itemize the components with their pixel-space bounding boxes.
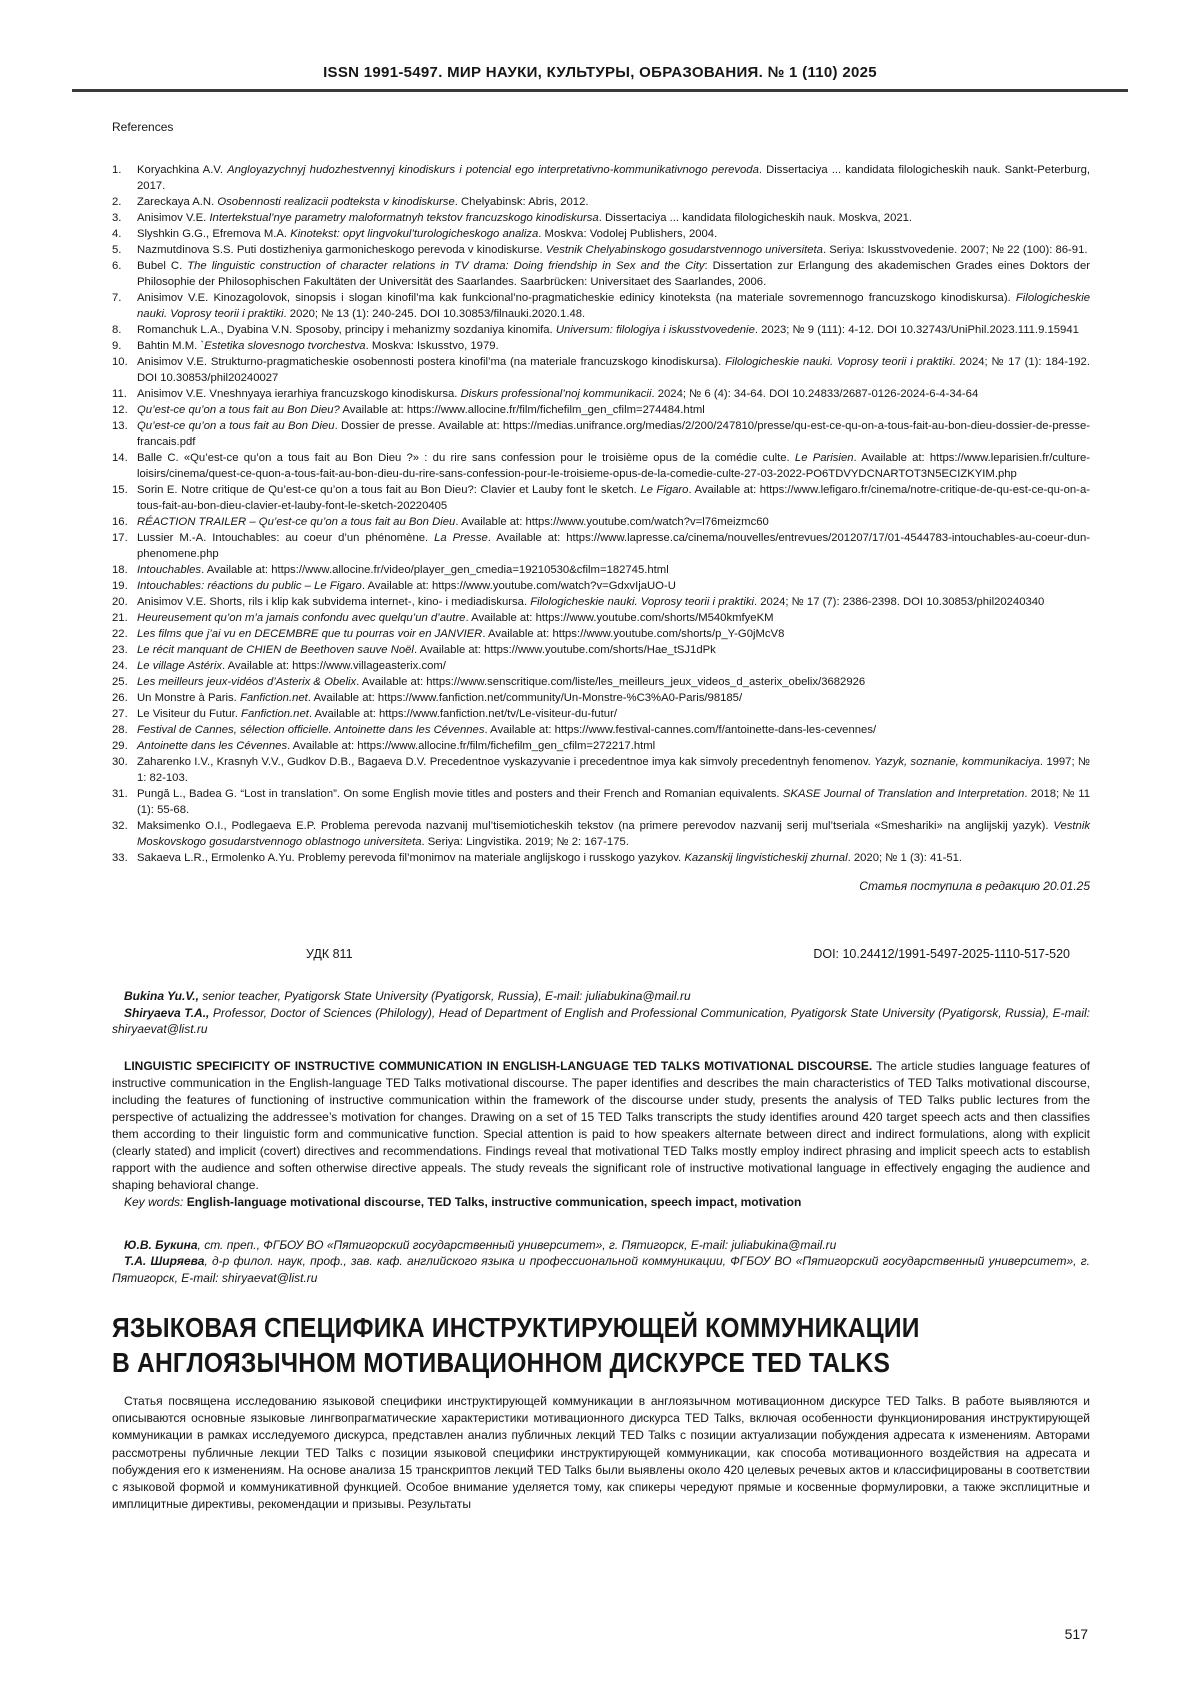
authors-en-block xyxy=(112,988,1090,1038)
submission-note: Статья поступила в редакцию 20.01.25 xyxy=(859,879,1090,893)
abstract-ru-paragraph: Статья посвящена исследованию языковой специфики инструктирующей коммуникации в англоязычном мотивационном дискурсе TED Talks. В работе выявляются и описываются основные языковые лингвопрагматические характеристики мотивационного дискурса TED Talks, включая особенности функционирования инструктирующей коммуникации в рамках исследуемого дискурса, представлен анализ публичных лекций TED Talks с позиции актуализации побуждения адресата к изменениям. Авторами рассмотрены публичные лекции TED Talks с позиции языковой специфики инструктирующей коммуникации, как способа мотивационного воздействия на адресата и побуждения его к изменениям. На основе анализа 15 транскриптов лекций TED Talks были выявлены около 420 целевых речевых актов и классифицированы в соответствии с языковой формой и коммуникативной функцией. Особое внимание уделяется тому, как спикеры чередуют прямые и косвенные формулировки, а также эксплицитные и имплицитные директивы, рекомендации и призывы. Результаты xyxy=(112,1394,1090,1512)
reference-item: 22. Les films que j’ai vu en DECEMBRE que tu pourras voir en JANVIER. Available at: https://www.youtube.com/shorts/p_Y-G0jMcV8 xyxy=(112,628,785,640)
reference-number: 7. xyxy=(112,292,122,304)
abstract-en-paragraph: LINGUISTIC SPECIFICITY OF INSTRUCTIVE COMMUNICATION IN ENGLISH-LANGUAGE TED TALKS MOTIVATIONAL DISCOURSE. The article studies language features of instructive communication in the English-language TED Talks motivational discourse. The paper identifies and describes the main characteristics of TED Talks motivational discourse, including the features of functioning of instructive communication within the framework of the discourse under study, presents the analysis of TED Talks public lectures from the perspective of actualizing the addressee’s motivation for changes. Drawing on a set of 15 TED Talks transcripts the study identifies around 420 target speech acts and then classifies them according to their linguistic form and communicative function. Special attention is paid to how speakers alternate between direct and indirect formulations, along with explicit (clearly stated) and implicit (covert) directives and recommendations. Findings reveal that motivational TED Talks mostly employ indirect phrasing and implicit speech acts to establish rapport with the audience and soften otherwise directive appeals. The study reveals the significant role of instructive motivational language in effectively engaging the audience and shaping behavioral change. xyxy=(112,1058,1091,1192)
reference-number: 11. xyxy=(112,388,127,400)
reference-number: 31. xyxy=(112,788,128,800)
reference-number: 27. xyxy=(112,708,128,720)
reference-number: 20. xyxy=(112,596,128,608)
reference-item: 12. Qu’est-ce qu’on a tous fait au Bon Dieu? Available at: https://www.allocine.fr/film/fichefilm_gen_cfilm=274484.html xyxy=(112,404,705,416)
article-title-line2: В АНГЛОЯЗЫЧНОМ МОТИВАЦИОННОМ ДИСКУРСЕ TED TALKS xyxy=(112,1347,891,1378)
udk-label: УДК 811 xyxy=(306,947,353,961)
reference-item: 7. Anisimov V.E. Kinozagolovok, sinopsis i slogan kinofil’ma kak funkcional’no-pragmaticheskie edinicy kinoteksta (na materiale sovremennogo francuzskogo kinodiskursa). Filologicheskie nauki. Voprosy teorii i praktiki. 2020; № 13 (1): 240-245. DOI 10.30853/filnauki.2020.1.48. xyxy=(112,292,1090,320)
reference-number: 25. xyxy=(112,676,128,688)
reference-number: 32. xyxy=(112,820,128,832)
reference-item: 29. Antoinette dans les Cévennes. Available at: https://www.allocine.fr/film/fichefilm_gen_cfilm=272217.html xyxy=(112,740,656,752)
reference-item: 10. Anisimov V.E. Strukturno-pragmaticheskie osobennosti postera kinofil’ma (na materiale francuzskogo kinodiskursa). Filologicheskie nauki. Voprosy teorii i praktiki. 2024; № 17 (1): 184-192. DOI 10.30853/phil20240027 xyxy=(112,356,1090,384)
reference-item: 9. Bahtin M.M. `Estetika slovesnogo tvorchestva. Moskva: Iskusstvo, 1979. xyxy=(112,340,499,352)
reference-number: 24. xyxy=(112,660,128,672)
header-rule xyxy=(72,89,1128,92)
reference-number: 6. xyxy=(112,260,122,272)
reference-item: 3. Anisimov V.E. Intertekstual’nye parametry maloformatnyh tekstov francuzskogo kinodiskursa. Dissertaciya ... kandidata filologicheskih nauk. Moskva, 2021. xyxy=(112,212,913,224)
reference-number: 16. xyxy=(112,516,128,528)
authors-ru-block xyxy=(112,1237,1090,1287)
author-line-ru: Ю.В. Букина, ст. преп., ФГБОУ ВО «Пятигорский государственный университет», г. Пятигорск, E-mail: juliabukina@mail.ru xyxy=(124,1237,837,1252)
reference-item: 26. Un Monstre à Paris. Fanfiction.net. Available at: https://www.fanfiction.net/community/Un-Monstre-%C3%A0-Paris/98185/ xyxy=(112,692,743,704)
reference-item: 1. Koryachkina A.V. Angloyazychnyj hudozhestvennyj kinodiskurs i potencial ego interpretativno-kommunikativnogo perevoda. Dissertaciya ... kandidata filologicheskih nauk. Sankt-Peterburg, 2017. xyxy=(112,164,1090,192)
author-line-en: Bukina Yu.V., senior teacher, Pyatigorsk State University (Pyatigorsk, Russia), E-mail: juliabukina@mail.ru xyxy=(124,989,691,1003)
reference-item: 16. RÉACTION TRAILER – Qu’est-ce qu’on a tous fait au Bon Dieu. Available at: https://www.youtube.com/watch?v=l76meizmc60 xyxy=(112,516,769,528)
reference-item: 13. Qu’est-ce qu’on a tous fait au Bon Dieu. Dossier de presse. Available at: https://medias.unifrance.org/medias/2/200/247810/presse/qu-est-ce-qu-on-a-tous-fait-au-bon-dieu-dossier-de-presse-francais.pdf xyxy=(112,420,1090,448)
author-line-ru: Т.А. Ширяева, д-р филол. наук, проф., зав. каф. английского языка и профессиональной коммуникации, ФГБОУ ВО «Пятигорский государственный университет», г. Пятигорск, E-mail: shiryaevat@list.ru xyxy=(112,1254,1091,1285)
reference-number: 5. xyxy=(112,244,122,256)
reference-number: 8. xyxy=(112,324,122,336)
reference-item: 30. Zaharenko I.V., Krasnyh V.V., Gudkov D.B., Bagaeva D.V. Precedentnoe vyskazyvanie i precedentnoe imya kak simvoly precedentnyh fenomenov. Yazyk, soznanie, kommunikaciya. 1997; № 1: 82-103. xyxy=(112,756,1090,784)
references-heading: References xyxy=(112,120,174,134)
references-list xyxy=(112,162,1090,866)
reference-item: 11. Anisimov V.E. Vneshnyaya ierarhiya francuzskogo kinodiskursa. Diskurs professional’noj kommunikacii. 2024; № 6 (4): 34-64. DOI 10.24833/2687-0126-2024-6-4-34-64 xyxy=(112,388,979,400)
reference-number: 21. xyxy=(112,612,128,624)
reference-number: 4. xyxy=(112,228,122,240)
reference-number: 10. xyxy=(112,356,128,368)
reference-item: 23. Le récit manquant de CHIEN de Beethoven sauve Noël. Available at: https://www.youtube.com/shorts/Hae_tSJ1dPk xyxy=(112,644,716,656)
reference-number: 29. xyxy=(112,740,128,752)
reference-item: 33. Sakaeva L.R., Ermolenko A.Yu. Problemy perevoda fil’monimov na materiale anglijskogo i russkogo yazykov. Kazanskij lingvisticheskij zhurnal. 2020; № 1 (3): 41-51. xyxy=(112,852,963,864)
reference-number: 15. xyxy=(112,484,128,496)
reference-number: 12. xyxy=(112,404,128,416)
meta-row xyxy=(306,946,1070,962)
reference-item: 19. Intouchables: réactions du public – Le Figaro. Available at: https://www.youtube.com/watch?v=GdxvIjaUO-U xyxy=(112,580,676,592)
reference-item: 27. Le Visiteur du Futur. Fanfiction.net. Available at: https://www.fanfiction.net/tv/Le-visiteur-du-futur/ xyxy=(112,708,617,720)
reference-item: 15. Sorin E. Notre critique de Qu’est-ce qu’on a tous fait au Bon Dieu?: Clavier et Lauby font le sketch. Le Figaro. Available at: https://www.lefigaro.fr/cinema/notre-critique-de-qu-est-ce-qu-on-a-tous-fait-au-bon-dieu-clavier-et-lauby-font-le-sketch-20220405 xyxy=(112,484,1090,512)
reference-number: 18. xyxy=(112,564,128,576)
reference-number: 1. xyxy=(112,164,122,176)
reference-number: 30. xyxy=(112,756,128,768)
reference-item: 6. Bubel C. The linguistic construction of character relations in TV drama: Doing friendship in Sex and the City: Dissertation zur Erlangung des akademischen Grades eines Doktors der Philosophie der Philosophischen Fakultäten der Universität des Saarlandes. Saarbrücken: Universitaet des Saarlandes, 2006. xyxy=(112,260,1091,288)
reference-item: 32. Maksimenko O.I., Podlegaeva E.P. Problema perevoda nazvanij mul’tisemioticheskih tekstov (na primere perevodov nazvanij serij mul’tseriala «Smeshariki» na anglijskij yazyk). Vestnik Moskovskogo gosudarstvennogo oblastnogo universiteta. Seriya: Lingvistika. 2019; № 2: 167-175. xyxy=(112,820,1090,848)
reference-number: 14. xyxy=(112,452,128,464)
keywords-line: Key words: English-language motivational discourse, TED Talks, instructive communication, speech impact, motivation xyxy=(124,1194,802,1209)
reference-number: 28. xyxy=(112,724,128,736)
reference-item: 28. Festival de Cannes, sélection officielle. Antoinette dans les Cévennes. Available at: https://www.festival-cannes.com/f/antoinette-dans-les-cevennes/ xyxy=(112,724,877,736)
reference-item: 18. Intouchables. Available at: https://www.allocine.fr/video/player_gen_cmedia=19210530&cfilm=182745.html xyxy=(112,564,669,576)
reference-item: 25. Les meilleurs jeux-vidéos d’Asterix & Obelix. Available at: https://www.senscritique.com/liste/les_meilleurs_jeux_videos_d_asterix_obelix/3682926 xyxy=(112,676,866,688)
article-title-ru xyxy=(112,1310,973,1380)
page-number: 517 xyxy=(1064,1626,1088,1642)
reference-item: 4. Slyshkin G.G., Efremova M.A. Kinotekst: opyt lingvokul’turologicheskogo analiza. Moskva: Vodolej Publishers, 2004. xyxy=(112,228,718,240)
reference-item: 5. Nazmutdinova S.S. Puti dostizheniya garmonicheskogo perevoda v kinodiskurse. Vestnik Chelyabinskogo gosudarstvennogo universiteta. Seriya: Iskusstvovedenie. 2007; № 22 (100): 86-91. xyxy=(112,244,1088,256)
reference-number: 13. xyxy=(112,420,128,432)
reference-item: 24. Le village Astérix. Available at: https://www.villageasterix.com/ xyxy=(112,660,446,672)
reference-number: 2. xyxy=(112,196,122,208)
reference-number: 22. xyxy=(112,628,128,640)
journal-header: ISSN 1991-5497. МИР НАУКИ, КУЛЬТУРЫ, ОБРАЗОВАНИЯ. № 1 (110) 2025 xyxy=(323,64,877,81)
reference-number: 3. xyxy=(112,212,122,224)
reference-number: 33. xyxy=(112,852,128,864)
reference-item: 21. Heureusement qu’on m’a jamais confondu avec quelqu’un d’autre. Available at: https://www.youtube.com/shorts/M540kmfyeKM xyxy=(112,612,774,624)
doi-label: DOI: 10.24412/1991-5497-2025-1110-517-520 xyxy=(813,947,1070,961)
author-line-en: Shiryaeva T.A., Professor, Doctor of Sciences (Philology), Head of Department of English and Professional Communication, Pyatigorsk State University (Pyatigorsk, Russia), E-mail: shiryaevat@list.ru xyxy=(112,1005,1090,1036)
reference-item: 20. Anisimov V.E. Shorts, rils i klip kak subvidema internet-, kino- i mediadiskursa. Filologicheskie nauki. Voprosy teorii i praktiki. 2024; № 17 (7): 2386-2398. DOI 10.30853/phil20240340 xyxy=(112,596,1045,608)
article-title-line1: ЯЗЫКОВАЯ СПЕЦИФИКА ИНСТРУКТИРУЮЩЕЙ КОММУНИКАЦИИ xyxy=(112,1312,920,1343)
reference-item: 31. Pungă L., Badea G. “Lost in translation”. On some English movie titles and posters and their French and Romanian equivalents. SKASE Journal of Translation and Interpretation. 2018; № 11 (1): 55-68. xyxy=(112,788,1091,816)
reference-number: 9. xyxy=(112,340,122,352)
reference-number: 19. xyxy=(112,580,128,592)
reference-number: 23. xyxy=(112,644,128,656)
reference-item: 17. Lussier M.-A. Intouchables: au coeur d’un phénomène. La Presse. Available at: https://www.lapresse.ca/cinema/nouvelles/entrevues/201207/17/01-4544783-intouchables-au-coeur-dun-phenomene.php xyxy=(112,532,1090,560)
reference-number: 17. xyxy=(112,532,128,544)
reference-item: 8. Romanchuk L.A., Dyabina V.N. Sposoby, principy i mehanizmy sozdaniya kinomifa. Universum: filologiya i iskusstvovedenie. 2023; № 9 (111): 4-12. DOI 10.32743/UniPhil.2023.111.9.15941 xyxy=(112,324,1079,336)
reference-item: 2. Zareckaya A.N. Osobennosti realizacii podteksta v kinodiskurse. Chelyabinsk: Abris, 2012. xyxy=(112,196,589,208)
reference-item: 14. Balle C. «Qu’est-ce qu’on a tous fait au Bon Dieu ?» : du rire sans confession pour le troisième opus de la comédie culte. Le Parisien. Available at: https://www.leparisien.fr/culture-loisirs/cinema/quest-ce-quon-a-tous-fait-au-bon-dieu-du-rire-sans-confession-pour-le-troisieme-opus-de-la-comedie-culte-27-03-2022-PO6TDVYDCNARTOT3N5ECIZKYIM.php xyxy=(112,452,1090,480)
reference-number: 26. xyxy=(112,692,128,704)
